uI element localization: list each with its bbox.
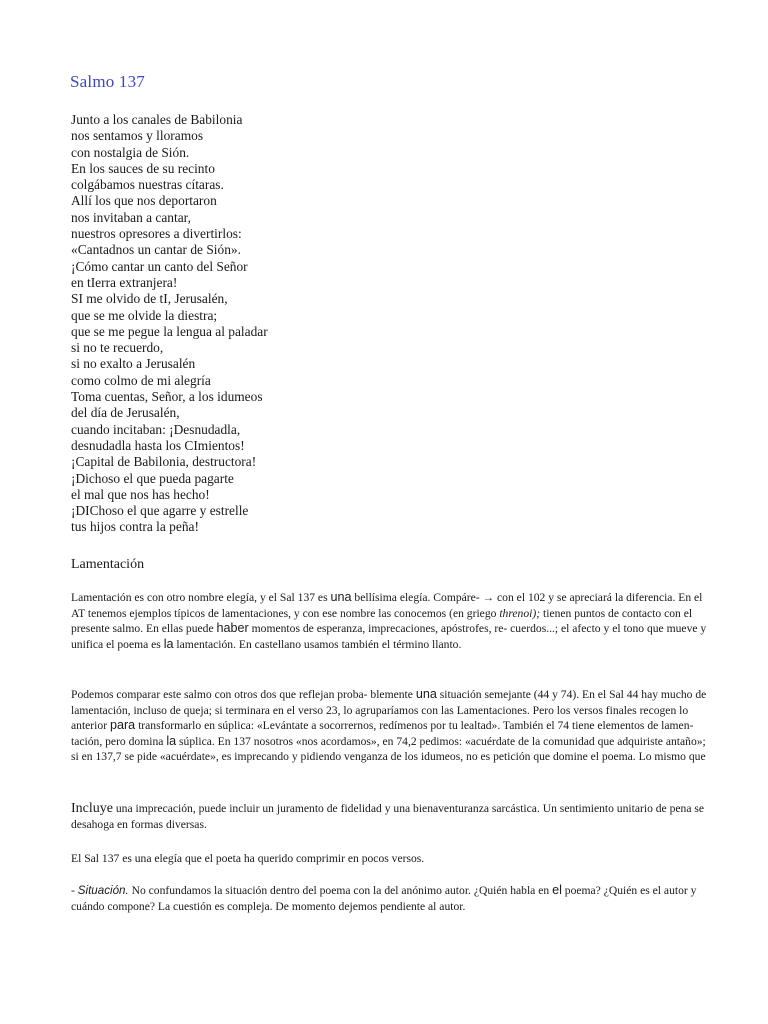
poem-line: ¡Dichoso el que pueda pagarte [71, 470, 234, 486]
psalm-title: Salmo 137 [70, 72, 145, 91]
poem-line: ¡Cómo cantar un canto del Señor [71, 258, 248, 274]
poem-line: SI me olvido de tI, Jerusalén, [71, 291, 228, 307]
poem-line: Allí los que nos deportaron [71, 193, 217, 209]
poem-line: En los sauces de su recinto [71, 160, 215, 176]
poem-line: nos sentamos y lloramos [71, 128, 204, 144]
poem-line: «Cantadnos un cantar de Sión». [71, 242, 241, 258]
psalm-poem [71, 112, 268, 536]
poem-line: Toma cuentas, Señor, a los idumeos [71, 389, 263, 405]
arrow-icon: → [482, 591, 495, 604]
poem-line: tus hijos contra la peña! [71, 519, 199, 535]
poem-line: que se me olvide la diestra; [71, 307, 218, 323]
poem-line: que se me pegue la lengua al paladar [71, 323, 268, 339]
poem-line: el mal que nos has hecho! [71, 486, 210, 502]
section-heading: Lamentación [71, 557, 145, 572]
poem-line: desnudadla hasta los CImientos! [71, 437, 245, 453]
paragraph-elegia: El Sal 137 es una elegía que el poeta ha querido comprimir en pocos versos. [71, 852, 425, 865]
poem-line: en tIerra extranjera! [71, 274, 178, 290]
poem-line: si no exalto a Jerusalén [71, 356, 196, 372]
poem-line: con nostalgia de Sión. [71, 144, 190, 160]
poem-line: nos invitaban a cantar, [71, 209, 191, 225]
poem-line: ¡Capital de Babilonia, destructora! [71, 454, 257, 470]
poem-line: si no te recuerdo, [71, 340, 164, 356]
paragraph-incluye: Incluye una imprecación, puede incluir un juramento de fidelidad y una bienaventuranza sarcástica. Un sentimiento unitario de pena se desahoga en formas diversas. [71, 801, 705, 831]
poem-line: ¡DIChoso el que agarre y estrelle [71, 503, 249, 519]
poem-line: nuestros opresores a divertirlos: [71, 226, 242, 242]
paragraph-lamentacion: Lamentación es con otro nombre elegía, y el Sal 137 es una bellísima elegía. Compáre- → con el 102 y se apreciará la diferencia. En el AT tenemos ejemplos típicos de lamentaciones, y con ese nombre las conocemos (en griego threnoi); tienen puntos de contacto con el presente salmo. En ellas puede haber momentos de esperanza, imprecaciones, apóstrofes, re- cuerdos...; el afecto y el tono que mueve y unifica el poema es la lamentación. En castellano usamos también el término llanto. [71, 590, 707, 651]
poem-line: Junto a los canales de Babilonia [71, 112, 243, 127]
paragraph-comparar: Podemos comparar este salmo con otros dos que reflejan proba- blemente una situación semejante (44 y 74). En el Sal 44 hay mucho de lamentación, incluso de queja; si terminara en el verso 23, lo agruparíamos con las Lamentaciones. Pero los versos finales recogen lo anterior para transformarlo en súplica: «Levántate a socorrernos, redímenos por tu lealtad». También el 74 tiene elementos de lamen- tación, pero domina la súplica. En 137 nosotros «nos acordamos», en 74,2 pedimos: «acuérdate de la comunidad que adquiriste antaño»; si en 137,7 se pide «acuérdate», es imprecando y pidiendo venganza de los idumeos, no es petición que domine el poema. Lo mismo que [71, 687, 707, 764]
poem-line: cuando incitaban: ¡Desnudadla, [71, 421, 241, 437]
poem-line: colgábamos nuestras cítaras. [71, 177, 224, 193]
poem-line: del día de Jerusalén, [71, 405, 180, 421]
poem-line: como colmo de mi alegría [71, 372, 211, 388]
paragraph-situacion: - Situación. No confundamos la situación dentro del poema con la del anónimo autor. ¿Quién habla en el poema? ¿Quién es el autor y cuándo compone? La cuestión es compleja. De momento dejemos pendiente al autor. [71, 883, 697, 913]
